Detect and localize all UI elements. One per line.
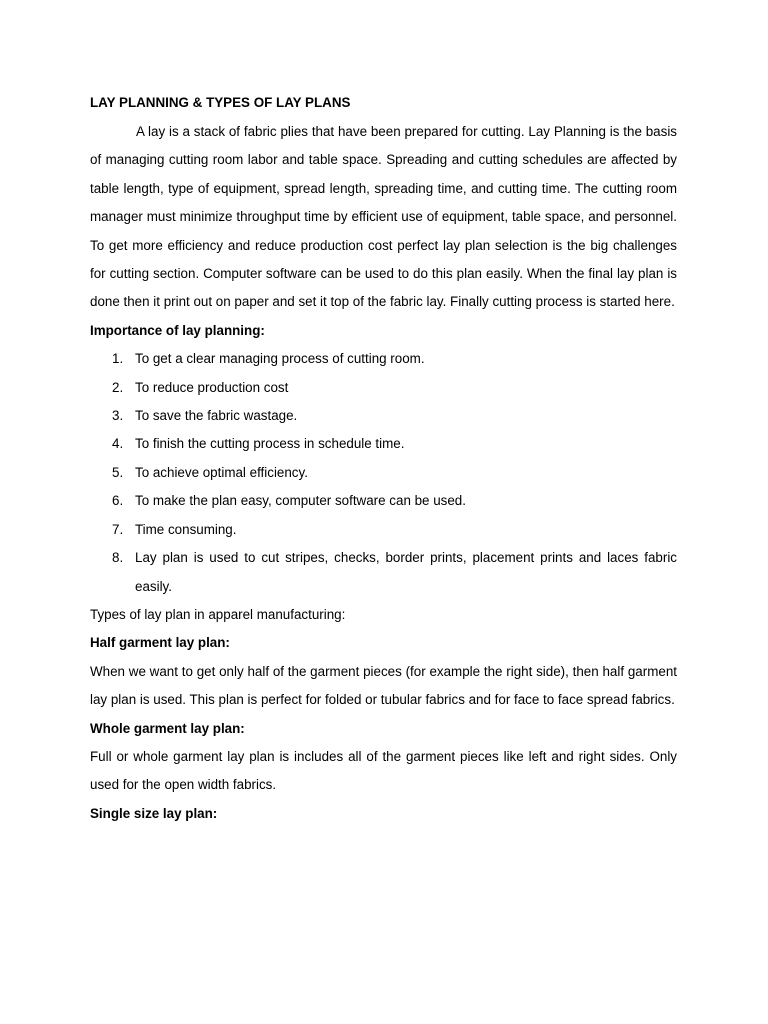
list-item bbox=[90, 516, 677, 544]
list-item bbox=[90, 374, 677, 402]
list-item bbox=[90, 402, 677, 430]
list-item bbox=[90, 345, 677, 373]
whole-garment-heading: Whole garment lay plan: bbox=[90, 720, 245, 736]
list-item bbox=[90, 430, 677, 458]
list-item-text: To save the fabric wastage. bbox=[135, 408, 298, 424]
list-item-text: To achieve optimal efficiency. bbox=[135, 464, 308, 480]
list-number: 1. bbox=[112, 351, 124, 367]
list-item bbox=[90, 487, 677, 515]
list-item-text: To get a clear managing process of cutting room. bbox=[135, 351, 425, 367]
types-intro: Types of lay plan in apparel manufacturing: bbox=[90, 606, 346, 622]
list-item-text: To make the plan easy, computer software can be used. bbox=[135, 493, 466, 509]
intro-paragraph: A lay is a stack of fabric plies that have been prepared for cutting. Lay Planning is the basis of managing cutting room labor and table space. Spreading and cutting schedules are affected by table length, type of equipment, spread length, spreading time, and cutting time. The cutting room manager must minimize throughput time by efficient use of equipment, table space, and personnel. To get more efficiency and reduce production cost perfect lay plan selection is the big challenges for cutting section. Computer software can be used to do this plan easily. When the final lay plan is done then it print out on paper and set it top of the fabric lay. Finally cutting process is started here. bbox=[90, 124, 677, 310]
half-garment-heading: Half garment lay plan: bbox=[90, 635, 230, 651]
document-page bbox=[90, 92, 677, 828]
importance-heading: Importance of lay planning: bbox=[90, 322, 265, 338]
list-number: 5. bbox=[112, 464, 124, 480]
list-number: 7. bbox=[112, 521, 124, 537]
half-garment-paragraph: When we want to get only half of the garment pieces (for example the right side), then half garment lay plan is used. This plan is perfect for folded or tubular fabrics and for face to face spread fabrics. bbox=[90, 663, 677, 708]
single-size-heading: Single size lay plan: bbox=[90, 805, 218, 821]
document-title: LAY PLANNING & TYPES OF LAY PLANS bbox=[90, 95, 351, 110]
list-number: 4. bbox=[112, 436, 124, 452]
list-number: 6. bbox=[112, 493, 124, 509]
list-number: 8. bbox=[112, 550, 124, 566]
list-item-text: Lay plan is used to cut stripes, checks, border prints, placement prints and laces fabric easily. bbox=[135, 550, 677, 594]
list-item-text: To reduce production cost bbox=[135, 379, 289, 395]
list-item-text: Time consuming. bbox=[135, 521, 237, 537]
list-item bbox=[90, 459, 677, 487]
whole-garment-paragraph: Full or whole garment lay plan is includes all of the garment pieces like left and right sides. Only used for the open width fabrics. bbox=[90, 748, 677, 793]
list-number: 3. bbox=[112, 408, 124, 424]
list-number: 2. bbox=[112, 379, 124, 395]
list-item bbox=[90, 544, 677, 601]
importance-list bbox=[90, 345, 677, 601]
list-item-text: To finish the cutting process in schedule time. bbox=[135, 436, 405, 452]
